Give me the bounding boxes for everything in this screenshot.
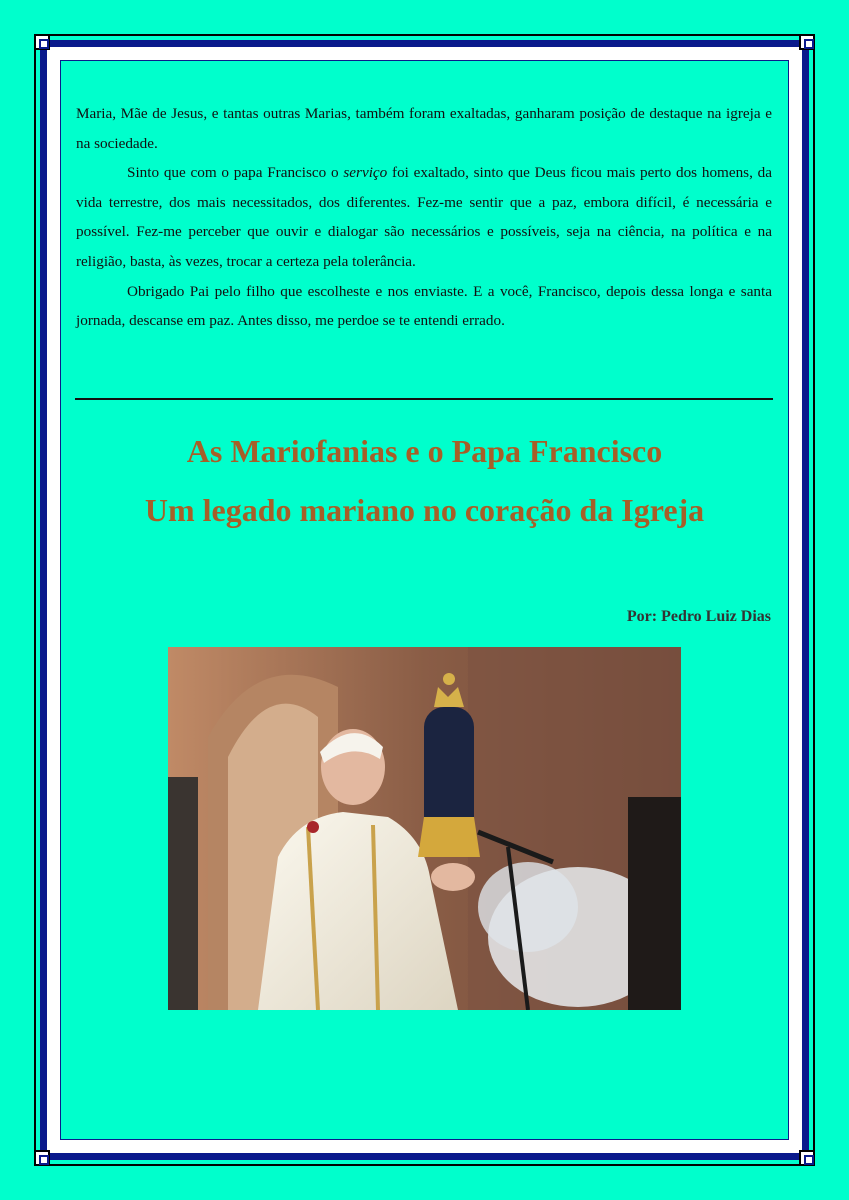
corner-ornament-top-left — [34, 34, 50, 50]
paragraph-3: Obrigado Pai pelo filho que escolheste e nos enviaste. E a você, Francisco, depois dessa longa e santa jornada, descanse em paz. Antes disso, me perdoe se te entendi errado. — [76, 282, 772, 330]
article-subtitle: Um legado mariano no coração da Igreja — [144, 492, 705, 528]
paragraph-1: Maria, Mãe de Jesus, e tantas outras Marias, também foram exaltadas, ganharam posição de destaque na igreja e na sociedade. — [76, 105, 772, 152]
corner-ornament-top-right — [799, 34, 815, 50]
section-divider — [75, 398, 773, 400]
article-title: As Mariofanias e o Papa Francisco — [186, 433, 663, 469]
pope-photo-illustration — [168, 647, 681, 1010]
pope-photo — [168, 647, 681, 1010]
paragraph-2-start: Sinto que com o papa Francisco o — [127, 164, 344, 182]
paragraph-2-emphasis: serviço — [343, 164, 388, 182]
article-byline: Por: Pedro Luiz Dias — [626, 608, 771, 625]
paragraph-2-end: foi exaltado, sinto que Deus ficou mais perto dos homens, da vida terrestre, dos mais necessitados, dos diferentes. Fez-me sentir que a paz, embora difícil, é necessária e possível. Fez-me perceber que ouvir e dialogar são necessários e possíveis, seja na ciência, na política e na religião, basta, às vezes, trocar a certeza pela tolerância. — [76, 164, 772, 270]
article-body — [76, 99, 772, 336]
page-content — [61, 61, 788, 1139]
corner-ornament-bottom-left — [34, 1150, 50, 1166]
paragraph-2 — [76, 158, 772, 276]
corner-ornament-bottom-right — [799, 1150, 815, 1166]
